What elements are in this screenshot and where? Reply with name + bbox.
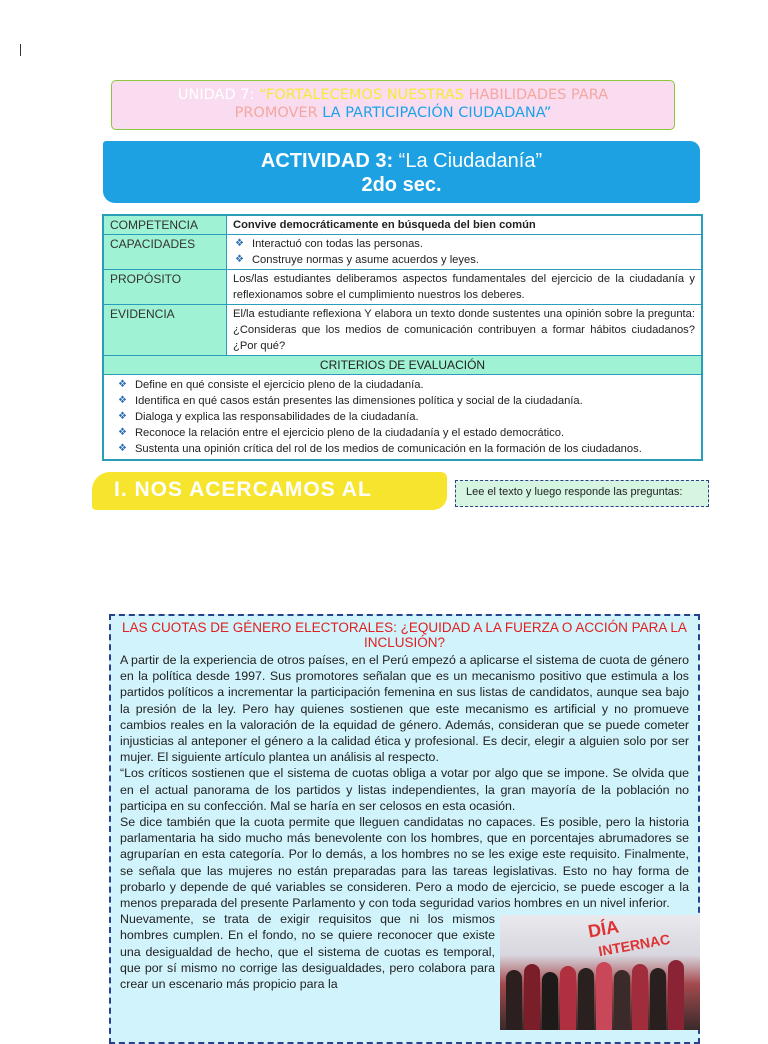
section-title: I. NOS ACERCAMOS AL xyxy=(114,478,372,501)
activity-grade: 2do sec. xyxy=(361,174,442,196)
women-group-photo xyxy=(500,915,700,1030)
list-item: ❖ Identifica en qué casos están presentes las dimensiones política y social de la ciudadanía. xyxy=(118,395,583,407)
person-figure xyxy=(650,968,666,1030)
list-item: ❖ Sustenta una opinión crítica del rol de los medios de comunicación en la formación de los ciudadanos. xyxy=(118,443,642,455)
person-figure xyxy=(668,960,684,1030)
text-cursor xyxy=(20,44,21,56)
activity-title xyxy=(103,149,700,173)
proposito-value: Los/las estudiantes deliberamos aspectos fundamentales del ejercicio de la ciudadanía y reflexionamos sobre el cumplimiento nuestros los deberes. xyxy=(227,270,703,305)
list-item: ❖ Interactuó con todas las personas. xyxy=(235,238,423,250)
list-item: ❖ Construye normas y asume acuerdos y leyes. xyxy=(235,254,479,266)
diamond-bullet-icon: ❖ xyxy=(118,411,127,422)
person-figure xyxy=(560,966,576,1030)
criterios-cell xyxy=(103,375,702,461)
section-banner xyxy=(92,472,447,510)
person-figure xyxy=(524,964,540,1030)
person-figure xyxy=(542,972,558,1030)
evidencia-label: EVIDENCIA xyxy=(103,305,227,356)
diamond-bullet-icon: ❖ xyxy=(235,254,244,265)
proposito-label: PROPÓSITO xyxy=(103,270,227,305)
person-figure xyxy=(506,970,522,1030)
unit-title-part: “FORTALECEMOS NUESTRAS xyxy=(258,87,469,103)
list-item: ❖ Reconoce la relación entre el ejercicio pleno de la ciudadanía y el estado democrático. xyxy=(118,427,565,439)
unit-title-part: PROMOVER xyxy=(234,105,323,121)
person-figure xyxy=(578,968,594,1030)
competency-table xyxy=(102,214,703,461)
capacidades-cell xyxy=(227,235,703,270)
instruction-box: Lee el texto y luego responde las preguntas: xyxy=(455,480,709,507)
banner-sign-text: DÍA xyxy=(586,916,621,942)
banner-sign-text: INTERNAC xyxy=(597,930,672,960)
capacidades-label: CAPACIDADES xyxy=(103,235,227,270)
list-item: ❖ Dialoga y explica las responsabilidades de la ciudadanía. xyxy=(118,411,419,423)
diamond-bullet-icon: ❖ xyxy=(118,395,127,406)
reading-paragraph: Nuevamente, se trata de exigir requisitos que ni los mismos hombres cumplen. En el fondo, no se quiere reconocer que existe una desigualdad de hecho, que el sistema de cuotas es temporal, que por sí mismo no corrige las desigualdades, pero colabora para crear un escenario más propicio para la xyxy=(120,912,495,992)
competencia-value: Convive democráticamente en búsqueda del bien común xyxy=(227,215,703,235)
competencia-label: COMPETENCIA xyxy=(103,215,227,235)
unit-title-box xyxy=(111,80,675,130)
reading-paragraph: “Los críticos sostienen que el sistema de cuotas obliga a votar por algo que se impone. Se olvida que en el actual panorama de los partidos y listas independientes, la gran mayoría de la población no participa en su confección. Mal se haría en ser celosos en esta ocasión. xyxy=(120,766,689,813)
diamond-bullet-icon: ❖ xyxy=(118,427,127,438)
criterios-heading: CRITERIOS DE EVALUACIÓN xyxy=(103,356,702,375)
diamond-bullet-icon: ❖ xyxy=(118,379,127,390)
evidencia-value: El/la estudiante reflexiona Y elabora un texto donde sustentes una opinión sobre la pregunta: ¿Consideras que los medios de comunicación contribuyen a formar hábitos ciudadanos? ¿Por qué? xyxy=(227,305,703,356)
diamond-bullet-icon: ❖ xyxy=(118,443,127,454)
person-figure xyxy=(632,964,648,1030)
reading-paragraph: A partir de la experiencia de otros países, en el Perú empezó a aplicarse el sistema de cuota de género en la política desde 1997. Sus promotores señalan que es un mecanismo positivo que estimula a los partidos políticos a incrementar la participación femenina en sus listas de candidatos, aunque sea bajo la presión de la ley. Pero hay quienes sostienen que este mecanismo es artificial y no promueve cambios reales en la valoración de la equidad de género. Además, consideran que se puede cometer injusticias al anteponer el género a la calidad ética y profesional. Es decir, elegir a alguien solo por ser mujer. El siguiente artículo plantea un análisis al respecto. xyxy=(120,653,689,765)
reading-title: LAS CUOTAS DE GÉNERO ELECTORALES: ¿EQUIDAD A LA FUERZA O ACCIÓN PARA LA INCLUSIÓN? xyxy=(122,620,687,650)
unit-label: UNIDAD 7: xyxy=(177,87,259,103)
diamond-bullet-icon: ❖ xyxy=(235,238,244,249)
activity-label: ACTIVIDAD 3: xyxy=(260,150,399,172)
person-figure xyxy=(614,970,630,1030)
unit-title-part: HABILIDADES PARA xyxy=(468,87,609,103)
person-figure xyxy=(596,962,612,1030)
reading-paragraph: Se dice también que la cuota permite que lleguen candidatas no capaces. Es posible, pero la historia parlamentaria ha sido mucho más benevolente con los hombres, que en porcentajes abrumadores se agruparían en esta categoría. Por lo demás, a los hombres no se les exige este requisito. Finalmente, se señala que las mujeres no están preparadas para las tareas legislativas. Esto no hay forma de probarlo y depende de qué variables se consideren. Pero a modo de ejercicio, se puede escoger a la menos preparada del presente Parlamento y con toda seguridad varios hombres en un nivel inferior. xyxy=(120,815,689,911)
unit-title-part: LA PARTICIPACIÓN CIUDADANA” xyxy=(322,105,552,121)
activity-name: “La Ciudadanía” xyxy=(398,150,543,172)
list-item: ❖ Define en qué consiste el ejercicio pleno de la ciudadanía. xyxy=(118,379,424,391)
activity-header xyxy=(103,141,700,203)
